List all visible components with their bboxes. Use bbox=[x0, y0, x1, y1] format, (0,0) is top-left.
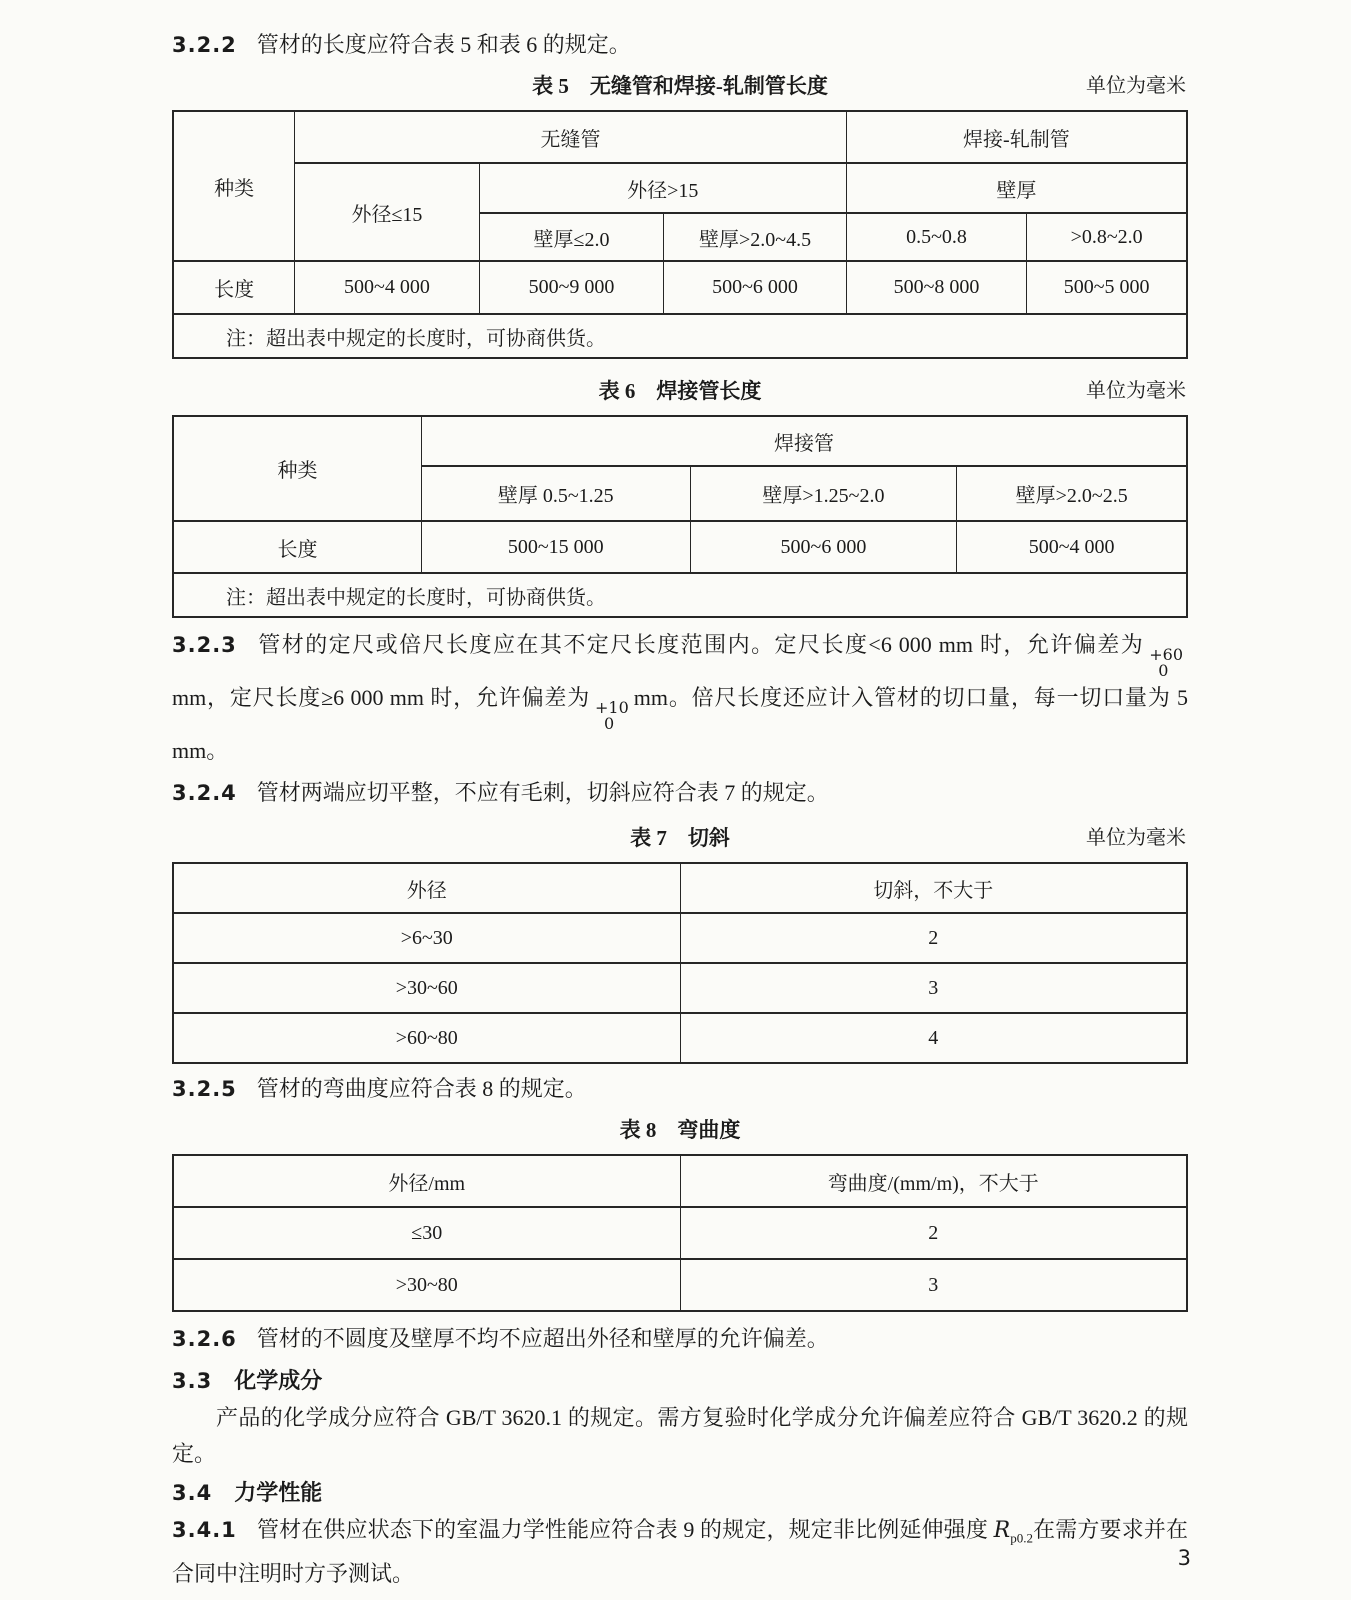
heading-number: 3.4 bbox=[172, 1481, 213, 1505]
clause-number: 3.4.1 bbox=[172, 1518, 237, 1542]
clause-text: 管材的不圆度及壁厚不均不应超出外径和壁厚的允许偏差。 bbox=[256, 1326, 829, 1351]
table7-row bbox=[173, 913, 1187, 963]
rp02-symbol: R bbox=[993, 1518, 1011, 1543]
heading-3-4 bbox=[172, 1474, 1188, 1512]
table8-cell: 3 bbox=[680, 1259, 1187, 1311]
heading-3-3 bbox=[172, 1362, 1188, 1400]
table6-header-wt2: 壁厚>1.25~2.0 bbox=[690, 466, 957, 521]
table5-header-wt-08-2: >0.8~2.0 bbox=[1027, 213, 1187, 261]
clause-text: 管材的弯曲度应符合表 8 的规定。 bbox=[256, 1076, 587, 1101]
table5-value: 500~8 000 bbox=[846, 261, 1026, 314]
table5-header-welded-rolled: 焊接-轧制管 bbox=[846, 111, 1187, 163]
table7-row bbox=[173, 963, 1187, 1013]
clause-number: 3.2.5 bbox=[172, 1077, 237, 1101]
clause-3-2-6 bbox=[172, 1320, 1188, 1358]
table7-row bbox=[173, 1013, 1187, 1063]
rp02-subscript: p0.2 bbox=[1010, 1530, 1033, 1546]
table6-value: 500~4 000 bbox=[957, 521, 1187, 573]
table6-note: 注：超出表中规定的长度时，可协商供货。 bbox=[173, 573, 1187, 617]
table7-cell: >6~30 bbox=[173, 913, 680, 963]
table6-header-welded: 焊接管 bbox=[421, 416, 1187, 466]
table5-value: 500~6 000 bbox=[664, 261, 847, 314]
clause-3-2-3 bbox=[172, 626, 1188, 770]
clause-number: 3.2.2 bbox=[172, 33, 237, 57]
clause-text: 管材的定尺或倍尺长度应在其不定尺长度范围内。定尺长度<6 000 mm 时，允许偏差为 bbox=[256, 632, 1145, 657]
table5-header-od-le-15: 外径≤15 bbox=[295, 163, 480, 261]
table8-cell: ≤30 bbox=[173, 1207, 680, 1259]
table6-row-label: 长度 bbox=[173, 521, 421, 573]
heading-text: 化学成分 bbox=[234, 1368, 323, 1393]
table6-header-kind: 种类 bbox=[173, 416, 421, 521]
table5-header-wt-05-08: 0.5~0.8 bbox=[846, 213, 1026, 261]
table6-caption: 表 6 焊接管长度 bbox=[598, 379, 762, 403]
page-content bbox=[172, 0, 1188, 1592]
table5-row-label: 长度 bbox=[173, 261, 295, 314]
table7-header-od: 外径 bbox=[173, 863, 680, 913]
table5-caption-row bbox=[172, 70, 1188, 102]
table7 bbox=[172, 862, 1188, 1064]
table8-cell: >30~80 bbox=[173, 1259, 680, 1311]
paragraph-3-3: 产品的化学成分应符合 GB/T 3620.1 的规定。需方复验时化学成分允许偏差应符合 GB/T 3620.2 的规定。 bbox=[172, 1405, 1188, 1466]
table5-value: 500~9 000 bbox=[479, 261, 664, 314]
clause-3-2-2 bbox=[172, 26, 1188, 64]
table8-header-bend: 弯曲度/(mm/m)，不大于 bbox=[680, 1155, 1187, 1207]
table6-data-row bbox=[173, 521, 1187, 573]
table5-data-row bbox=[173, 261, 1187, 314]
table8-cell: 2 bbox=[680, 1207, 1187, 1259]
table5-unit-label: 单位为毫米 bbox=[1086, 75, 1186, 97]
table8-header-od: 外径/mm bbox=[173, 1155, 680, 1207]
tolerance-60-0: +60 0 bbox=[1149, 645, 1183, 680]
table5-header-wt-2-45: 壁厚>2.0~4.5 bbox=[664, 213, 847, 261]
table6-header-wt1: 壁厚 0.5~1.25 bbox=[421, 466, 690, 521]
clause-text: mm。倍尺长度还应计入管材的切口量，每一切口量为 5 mm。 bbox=[172, 685, 1188, 763]
table7-header-skew: 切斜，不大于 bbox=[680, 863, 1187, 913]
clause-text: 管材的长度应符合表 5 和表 6 的规定。 bbox=[256, 32, 631, 57]
table5-header-od-gt-15: 外径>15 bbox=[479, 163, 846, 213]
clause-text: 在需方要求并在合同中注明时方予测试。 bbox=[172, 1517, 1188, 1587]
table5 bbox=[172, 110, 1188, 359]
clause-3-2-4 bbox=[172, 774, 1188, 812]
clause-text: 管材在供应状态下的室温力学性能应符合表 9 的规定，规定非比例延伸强度 bbox=[256, 1517, 994, 1542]
heading-number: 3.3 bbox=[172, 1369, 213, 1393]
table7-caption: 表 7 切斜 bbox=[630, 826, 730, 850]
tolerance-10-0: +10 0 bbox=[595, 698, 629, 733]
heading-text: 力学性能 bbox=[234, 1480, 323, 1505]
table5-value: 500~5 000 bbox=[1027, 261, 1187, 314]
page-number: 3 bbox=[1177, 1546, 1191, 1570]
table6-caption-row bbox=[172, 375, 1188, 407]
table8-row bbox=[173, 1207, 1187, 1259]
table8-caption-row bbox=[172, 1114, 1188, 1146]
table7-caption-row bbox=[172, 822, 1188, 854]
table7-cell: 4 bbox=[680, 1013, 1187, 1063]
clause-number: 3.2.3 bbox=[172, 633, 237, 657]
table7-cell: 2 bbox=[680, 913, 1187, 963]
table5-header-kind: 种类 bbox=[173, 111, 295, 261]
table6-unit-label: 单位为毫米 bbox=[1086, 380, 1186, 402]
table5-note: 注：超出表中规定的长度时，可协商供货。 bbox=[173, 314, 1187, 358]
clause-3-4-1 bbox=[172, 1512, 1188, 1592]
table7-unit-label: 单位为毫米 bbox=[1086, 827, 1186, 849]
table5-value: 500~4 000 bbox=[295, 261, 480, 314]
clause-number: 3.2.6 bbox=[172, 1327, 237, 1351]
table7-cell: >30~60 bbox=[173, 963, 680, 1013]
table6-value: 500~15 000 bbox=[421, 521, 690, 573]
table7-cell: >60~80 bbox=[173, 1013, 680, 1063]
clause-text: 管材两端应切平整，不应有毛刺，切斜应符合表 7 的规定。 bbox=[256, 780, 829, 805]
table6-value: 500~6 000 bbox=[690, 521, 957, 573]
table7-cell: 3 bbox=[680, 963, 1187, 1013]
clause-3-2-5 bbox=[172, 1070, 1188, 1108]
table5-header-wt-le-2: 壁厚≤2.0 bbox=[479, 213, 664, 261]
table6-header-wt3: 壁厚>2.0~2.5 bbox=[957, 466, 1187, 521]
clause-text: mm，定尺长度≥6 000 mm 时，允许偏差为 bbox=[172, 685, 591, 710]
table5-caption: 表 5 无缝管和焊接-轧制管长度 bbox=[532, 74, 828, 98]
clause-number: 3.2.4 bbox=[172, 781, 237, 805]
table8-row bbox=[173, 1259, 1187, 1311]
table6 bbox=[172, 415, 1188, 618]
table8 bbox=[172, 1154, 1188, 1312]
table5-header-wall: 壁厚 bbox=[846, 163, 1187, 213]
table5-header-seamless: 无缝管 bbox=[295, 111, 847, 163]
table8-caption: 表 8 弯曲度 bbox=[619, 1118, 741, 1142]
